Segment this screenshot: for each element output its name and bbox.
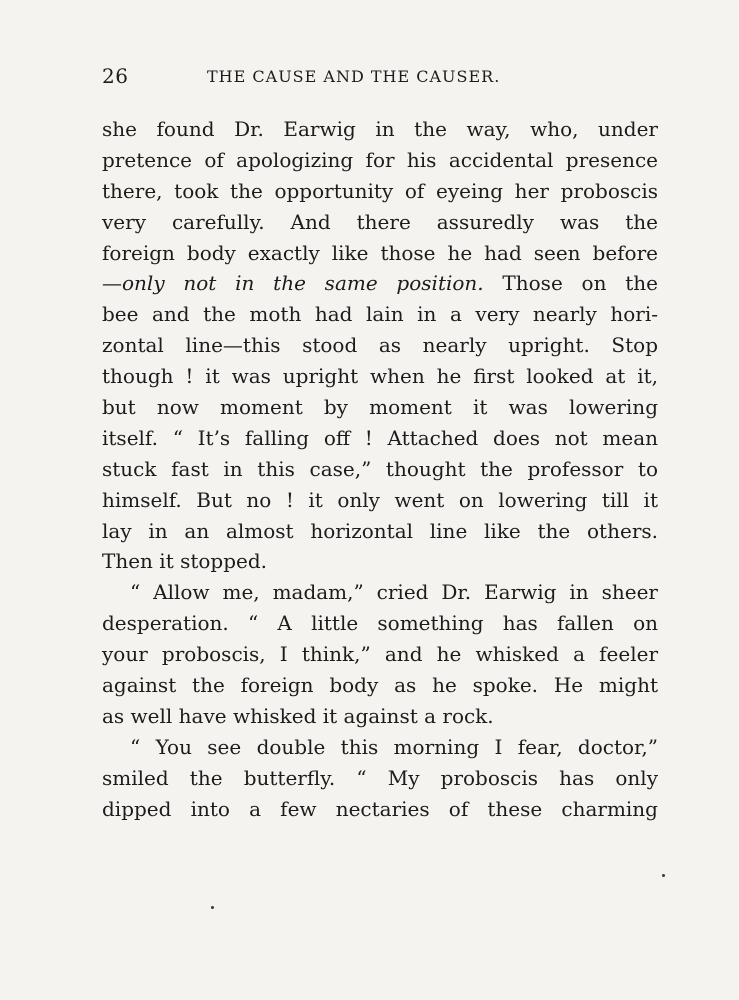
text-line: smiled the butterfly. “ My proboscis has only xyxy=(102,765,658,790)
text-line: against the foreign body as he spoke. He might xyxy=(102,673,658,698)
text-line: there, took the opportunity of eyeing her proboscis xyxy=(102,178,658,203)
text-line: “ You see double this morning I fear, doctor,” xyxy=(130,734,658,759)
line-remainder: Those on the xyxy=(483,271,658,296)
paper-speck xyxy=(662,874,665,877)
text-line-italic-phrase xyxy=(102,268,658,299)
text-line: as well have whisked it against a rock. xyxy=(102,703,494,728)
text-line: lay in an almost horizontal line like the others. xyxy=(102,518,658,543)
text-line: zontal line—this stood as nearly upright. Stop xyxy=(102,333,658,358)
text-line: itself. “ It’s falling off ! Attached does not mean xyxy=(102,425,658,450)
text-line: bee and the moth had lain in a very nearly hori- xyxy=(102,302,658,327)
paper-speck xyxy=(211,906,214,909)
running-title: THE CAUSE AND THE CAUSER. xyxy=(207,67,501,86)
text-line: but now moment by moment it was lowering xyxy=(102,395,658,420)
page-number: 26 xyxy=(102,64,129,88)
text-line: pretence of apologizing for his accidental presence xyxy=(102,147,658,172)
text-line: himself. But no ! it only went on lowering till it xyxy=(102,487,658,512)
text-line: though ! it was upright when he first looked at it, xyxy=(102,364,658,389)
em-dash: — xyxy=(102,271,122,296)
text-line: foreign body exactly like those he had seen before xyxy=(102,240,658,265)
text-line: stuck fast in this case,” thought the professor to xyxy=(102,456,658,481)
running-head xyxy=(102,64,658,92)
text-line: your proboscis, I think,” and he whisked a feeler xyxy=(102,642,658,667)
text-line: Then it stopped. xyxy=(102,549,268,574)
text-line: very carefully. And there assuredly was the xyxy=(102,209,658,234)
italic-phrase: only not in the same position. xyxy=(122,271,484,296)
text-line: desperation. “ A little something has fallen on xyxy=(102,611,658,636)
body-text xyxy=(102,114,658,824)
text-line: dipped into a few nectaries of these charming xyxy=(102,796,658,821)
text-line: she found Dr. Earwig in the way, who, under xyxy=(102,117,658,141)
text-line: “ Allow me, madam,” cried Dr. Earwig in sheer xyxy=(130,580,658,605)
